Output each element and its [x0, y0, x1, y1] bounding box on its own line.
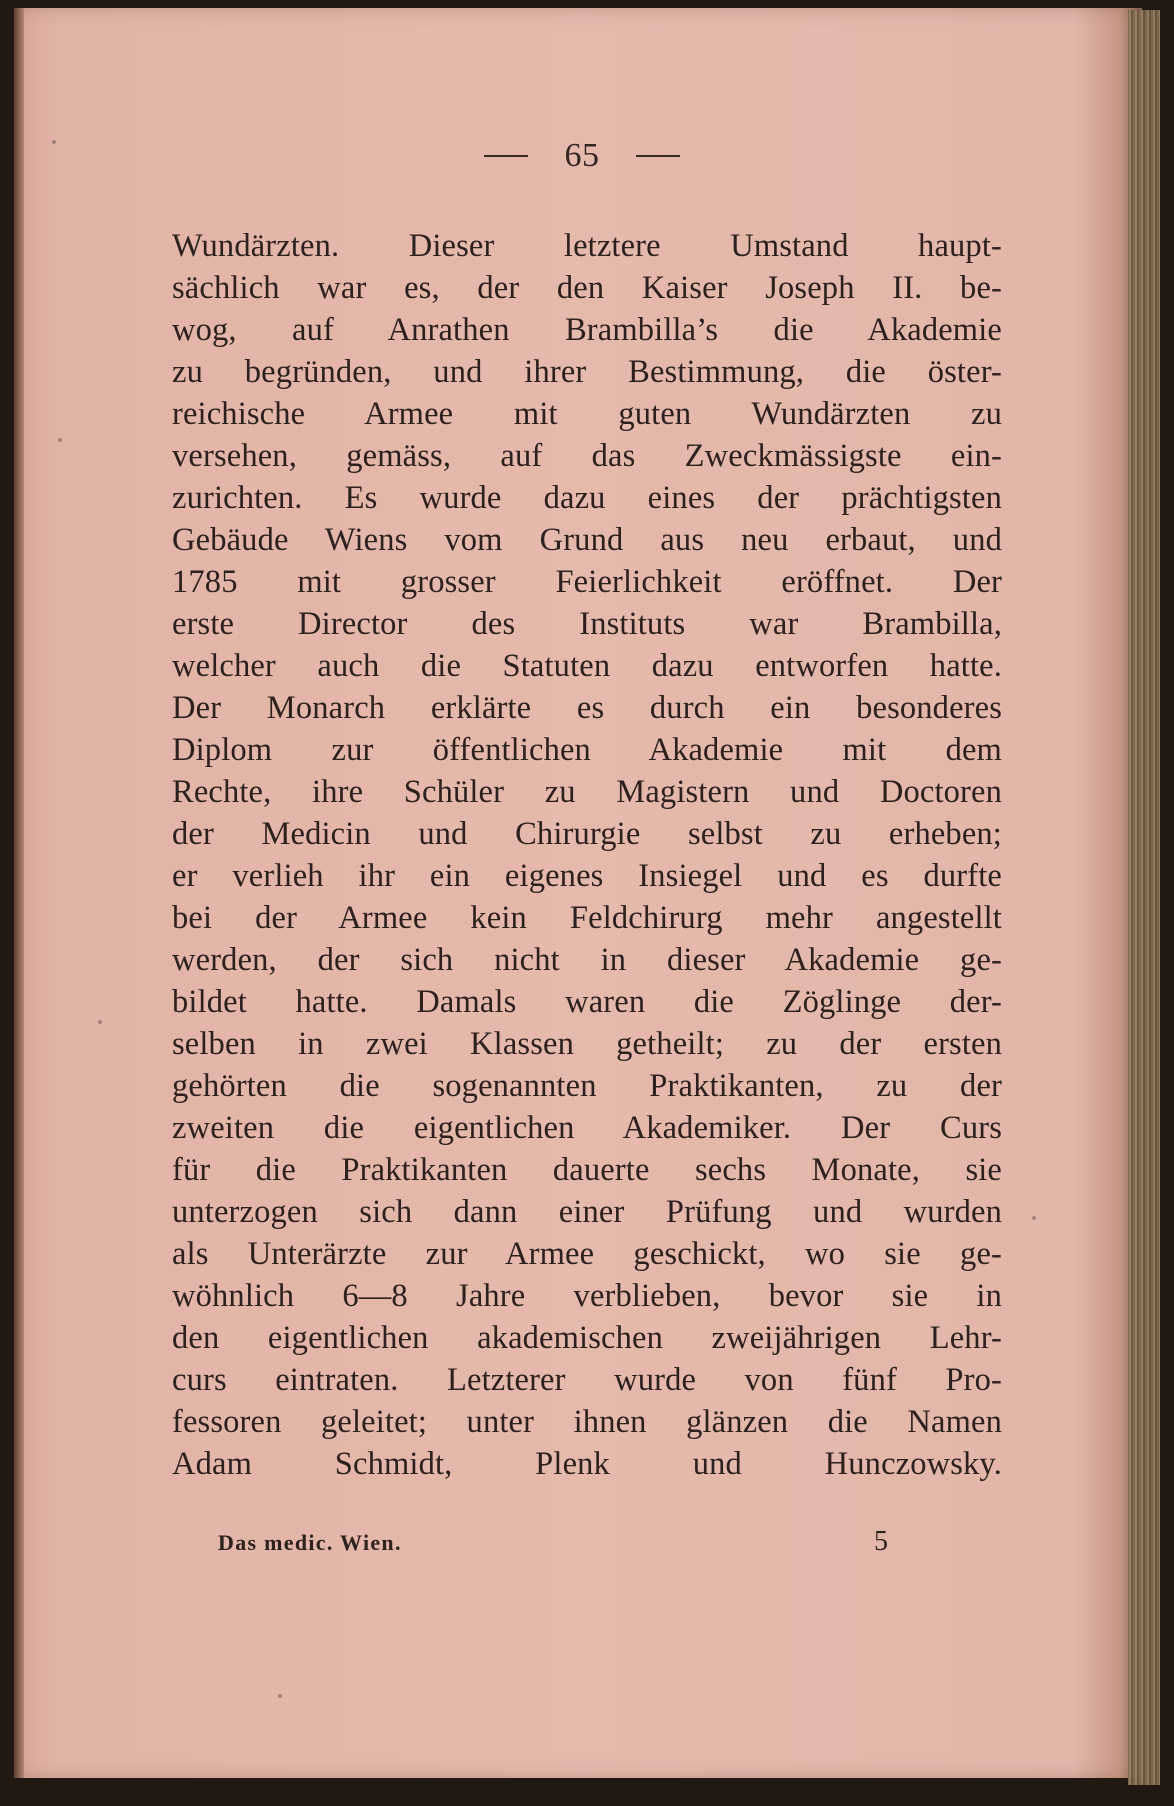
text-line-14: Rechte, ihre Schüler zu Magistern und Doctoren [172, 774, 1002, 810]
text-line-29: fessoren geleitet; unter ihnen glänzen die Namen [172, 1404, 1002, 1440]
paper-speck [1032, 1216, 1036, 1220]
text-line-20: selben in zwei Klassen getheilt; zu der ersten [172, 1026, 1002, 1062]
text-line-21: gehörten die sogenannten Praktikanten, zu der [172, 1068, 1002, 1104]
text-line-26: wöhnlich 6—8 Jahre verblieben, bevor sie in [172, 1278, 1002, 1314]
paper-speck [278, 1694, 282, 1698]
header-right-dash [636, 155, 680, 157]
page-number: 65 [564, 137, 600, 174]
text-line-13: Diplom zur öffentlichen Akademie mit dem [172, 732, 1002, 768]
text-line-10: erste Director des Instituts war Brambilla, [172, 606, 1002, 642]
left-page-edge [14, 8, 24, 1778]
text-line-17: bei der Armee kein Feldchirurg mehr angestellt [172, 900, 1002, 936]
right-page-stack-edge [1128, 10, 1160, 1785]
text-line-6: versehen, gemäss, auf das Zweckmässigste ein- [172, 438, 1002, 474]
text-line-12: Der Monarch erklärte es durch ein besonderes [172, 690, 1002, 726]
text-line-11: welcher auch die Statuten dazu entworfen hatte. [172, 648, 1002, 684]
page-header [484, 136, 714, 176]
signature-footer [218, 1526, 918, 1562]
signature-number: 5 [874, 1526, 888, 1557]
header-left-dash [484, 155, 528, 157]
text-line-18: werden, der sich nicht in dieser Akademie ge- [172, 942, 1002, 978]
book-page [14, 8, 1142, 1778]
text-line-2: sächlich war es, der den Kaiser Joseph II. be- [172, 270, 1002, 306]
text-line-23: für die Praktikanten dauerte sechs Monate, sie [172, 1152, 1002, 1188]
text-line-4: zu begründen, und ihrer Bestimmung, die öster- [172, 354, 1002, 390]
paper-speck [58, 438, 62, 442]
text-line-15: der Medicin und Chirurgie selbst zu erheben; [172, 816, 1002, 852]
paper-speck [98, 1020, 102, 1024]
text-line-28: curs eintraten. Letzterer wurde von fünf Pro- [172, 1362, 1002, 1398]
text-line-3: wog, auf Anrathen Brambilla’s die Akademie [172, 312, 1002, 348]
text-line-9: 1785 mit grosser Feierlichkeit eröffnet. Der [172, 564, 1002, 600]
signature-title: Das medic. Wien. [218, 1530, 402, 1555]
text-line-8: Gebäude Wiens vom Grund aus neu erbaut, und [172, 522, 1002, 558]
text-line-25: als Unterärzte zur Armee geschickt, wo sie ge- [172, 1236, 1002, 1272]
text-line-5: reichische Armee mit guten Wundärzten zu [172, 396, 1002, 432]
text-line-27: den eigentlichen akademischen zweijährigen Lehr- [172, 1320, 1002, 1356]
text-line-7: zurichten. Es wurde dazu eines der prächtigsten [172, 480, 1002, 516]
body-text [172, 227, 1002, 1522]
text-line-1: Wundärzten. Dieser letztere Umstand haupt- [172, 228, 1002, 264]
text-line-24: unterzogen sich dann einer Prüfung und wurden [172, 1194, 1002, 1230]
text-line-16: er verlieh ihr ein eigenes Insiegel und es durfte [172, 858, 1002, 894]
text-line-19: bildet hatte. Damals waren die Zöglinge der- [172, 984, 1002, 1020]
text-line-30: Adam Schmidt, Plenk und Hunczowsky. [172, 1446, 1002, 1482]
paper-speck [52, 140, 56, 144]
text-line-22: zweiten die eigentlichen Akademiker. Der Curs [172, 1110, 1002, 1146]
